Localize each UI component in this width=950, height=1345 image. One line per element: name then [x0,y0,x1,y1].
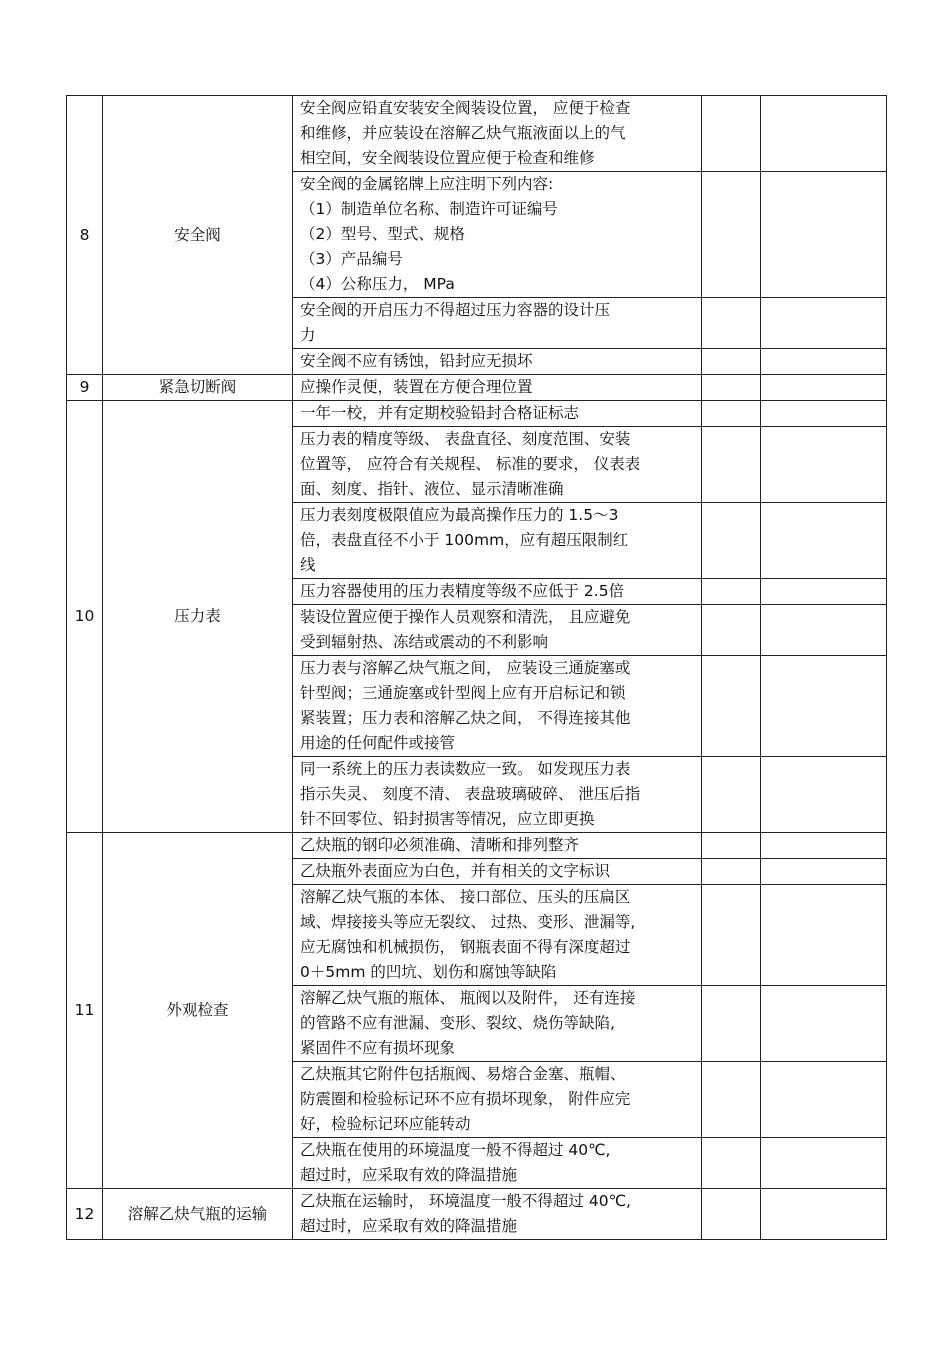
item-name-cell: 紧急切断阀 [103,375,293,401]
remark-cell [761,833,887,859]
requirement-line: 相空间，安全阀装设位置应便于检查和维修 [300,149,595,167]
requirement-line: 安全阀的金属铭牌上应注明下列内容: [300,175,554,193]
requirement-line: 乙炔瓶其它附件包括瓶阀、易熔合金塞、瓶帽、 [300,1065,626,1083]
result-cell [702,605,761,656]
result-cell [702,656,761,757]
result-cell [702,172,761,298]
requirement-line: 线 [300,556,316,574]
table-row [67,1189,887,1240]
requirement-cell [293,349,702,375]
item-number-cell: 12 [67,1189,103,1240]
result-cell [702,298,761,349]
requirement-cell [293,1138,702,1189]
requirement-cell [293,172,702,298]
table-row [67,375,887,401]
requirement-line: 好，检验标记环应能转动 [300,1115,471,1133]
requirement-cell [293,885,702,986]
requirement-line: （1）制造单位名称、制造许可证编号 [300,200,558,218]
result-cell [702,1189,761,1240]
requirement-cell [293,833,702,859]
requirement-line: 紧装置；压力表和溶解乙炔之间， 不得连接其他 [300,709,631,727]
item-number-cell: 10 [67,401,103,833]
result-cell [702,757,761,833]
requirement-cell [293,298,702,349]
requirement-line: 乙炔瓶在使用的环境温度一般不得超过 40℃, [300,1141,611,1159]
remark-cell [761,757,887,833]
result-cell [702,1138,761,1189]
result-cell [702,427,761,503]
requirement-line: 压力表刻度极限值应为最高操作压力的 1.5～3 [300,506,619,524]
remark-cell [761,859,887,885]
requirement-line: 装设位置应便于操作人员观察和清洗， 且应避免 [300,608,631,626]
result-cell [702,401,761,427]
result-cell [702,986,761,1062]
requirement-line: 紧固件不应有损坏现象 [300,1039,456,1057]
remark-cell [761,172,887,298]
table-row [67,401,887,427]
requirement-line: 一年一校，并有定期校验铅封合格证标志 [300,404,580,422]
requirement-line: （2）型号、型式、规格 [300,225,465,243]
remark-cell [761,1189,887,1240]
requirement-cell [293,605,702,656]
requirement-line: 压力容器使用的压力表精度等级不应低于 2.5倍 [300,582,625,600]
item-number-cell: 8 [67,96,103,375]
requirement-cell [293,503,702,579]
requirement-line: 同一系统上的压力表读数应一致。 如发现压力表 [300,760,631,778]
requirement-line: 力 [300,326,316,344]
result-cell [702,859,761,885]
result-cell [702,503,761,579]
remark-cell [761,503,887,579]
requirement-line: 乙炔瓶的钢印必须准确、清晰和排列整齐 [300,836,580,854]
requirement-line: 压力表与溶解乙炔气瓶之间， 应装设三通旋塞或 [300,659,631,677]
requirement-line: 用途的任何配件或接管 [300,734,456,752]
result-cell [702,1062,761,1138]
item-name-cell: 溶解乙炔气瓶的运输 [103,1189,293,1240]
requirement-cell [293,757,702,833]
remark-cell [761,401,887,427]
requirement-line: 溶解乙炔气瓶的瓶体、 瓶阀以及附件， 还有连接 [300,989,636,1007]
remark-cell [761,885,887,986]
requirement-line: 乙炔瓶外表面应为白色，并有相关的文字标识 [300,862,611,880]
table-body [67,96,887,1240]
requirement-cell [293,1062,702,1138]
requirement-line: 受到辐射热、冻结或震动的不利影响 [300,633,549,651]
requirement-cell [293,859,702,885]
requirement-line: 倍，表盘直径不小于 100mm，应有超压限制红 [300,531,629,549]
requirement-line: 乙炔瓶在运输时， 环境温度一般不得超过 40℃, [300,1192,631,1210]
requirement-cell [293,375,702,401]
requirement-line: （4）公称压力， MPa [300,275,455,293]
item-number-cell: 9 [67,375,103,401]
item-name-cell: 安全阀 [103,96,293,375]
result-cell [702,833,761,859]
result-cell [702,375,761,401]
requirement-line: 安全阀应铅直安装安全阀装设位置， 应便于检查 [300,99,631,117]
item-name-cell: 压力表 [103,401,293,833]
requirement-cell [293,1189,702,1240]
remark-cell [761,1138,887,1189]
inspection-table [66,95,887,1240]
requirement-line: 压力表的精度等级、 表盘直径、刻度范围、安装 [300,430,631,448]
requirement-cell [293,656,702,757]
requirement-line: 和维修，并应装设在溶解乙炔气瓶液面以上的气 [300,124,626,142]
requirement-line: 溶解乙炔气瓶的本体、 接口部位、压头的压扁区 [300,888,631,906]
remark-cell [761,375,887,401]
requirement-line: 防震圈和检验标记环不应有损坏现象， 附件应完 [300,1090,631,1108]
result-cell [702,96,761,172]
remark-cell [761,349,887,375]
item-name-cell: 外观检查 [103,833,293,1189]
requirement-line: 针型阀；三通旋塞或针型阀上应有开启标记和锁 [300,684,626,702]
requirement-line: 超过时，应采取有效的降温措施 [300,1166,518,1184]
requirement-line: 应操作灵便，装置在方便合理位置 [300,378,533,396]
result-cell [702,885,761,986]
remark-cell [761,605,887,656]
requirement-cell [293,401,702,427]
result-cell [702,579,761,605]
requirement-line: 的管路不应有泄漏、变形、裂纹、烧伤等缺陷, [300,1014,615,1032]
requirement-line: 超过时，应采取有效的降温措施 [300,1217,518,1235]
result-cell [702,349,761,375]
remark-cell [761,298,887,349]
table-row [67,833,887,859]
requirement-line: 面、刻度、指针、液位、显示清晰准确 [300,480,564,498]
requirement-cell [293,986,702,1062]
item-number-cell: 11 [67,833,103,1189]
requirement-cell [293,427,702,503]
requirement-line: 位置等， 应符合有关规程、 标准的要求， 仪表表 [300,455,641,473]
remark-cell [761,96,887,172]
requirement-line: 安全阀不应有锈蚀，铅封应无损坏 [300,352,533,370]
table-row [67,96,887,172]
remark-cell [761,656,887,757]
remark-cell [761,579,887,605]
remark-cell [761,986,887,1062]
requirement-line: 应无腐蚀和机械损伤， 钢瓶表面不得有深度超过 [300,938,631,956]
requirement-cell [293,579,702,605]
remark-cell [761,1062,887,1138]
requirement-line: 域、焊接接头等应无裂纹、 过热、变形、泄漏等, [300,913,636,931]
requirement-line: 0＋5mm 的凹坑、划伤和腐蚀等缺陷 [300,963,557,981]
requirement-line: 针不回零位、铅封损害等情况，应立即更换 [300,810,595,828]
requirement-line: （3）产品编号 [300,250,403,268]
remark-cell [761,427,887,503]
requirement-cell [293,96,702,172]
requirement-line: 指示失灵、 刻度不清、 表盘玻璃破碎、 泄压后指 [300,785,641,803]
requirement-line: 安全阀的开启压力不得超过压力容器的设计压 [300,301,611,319]
